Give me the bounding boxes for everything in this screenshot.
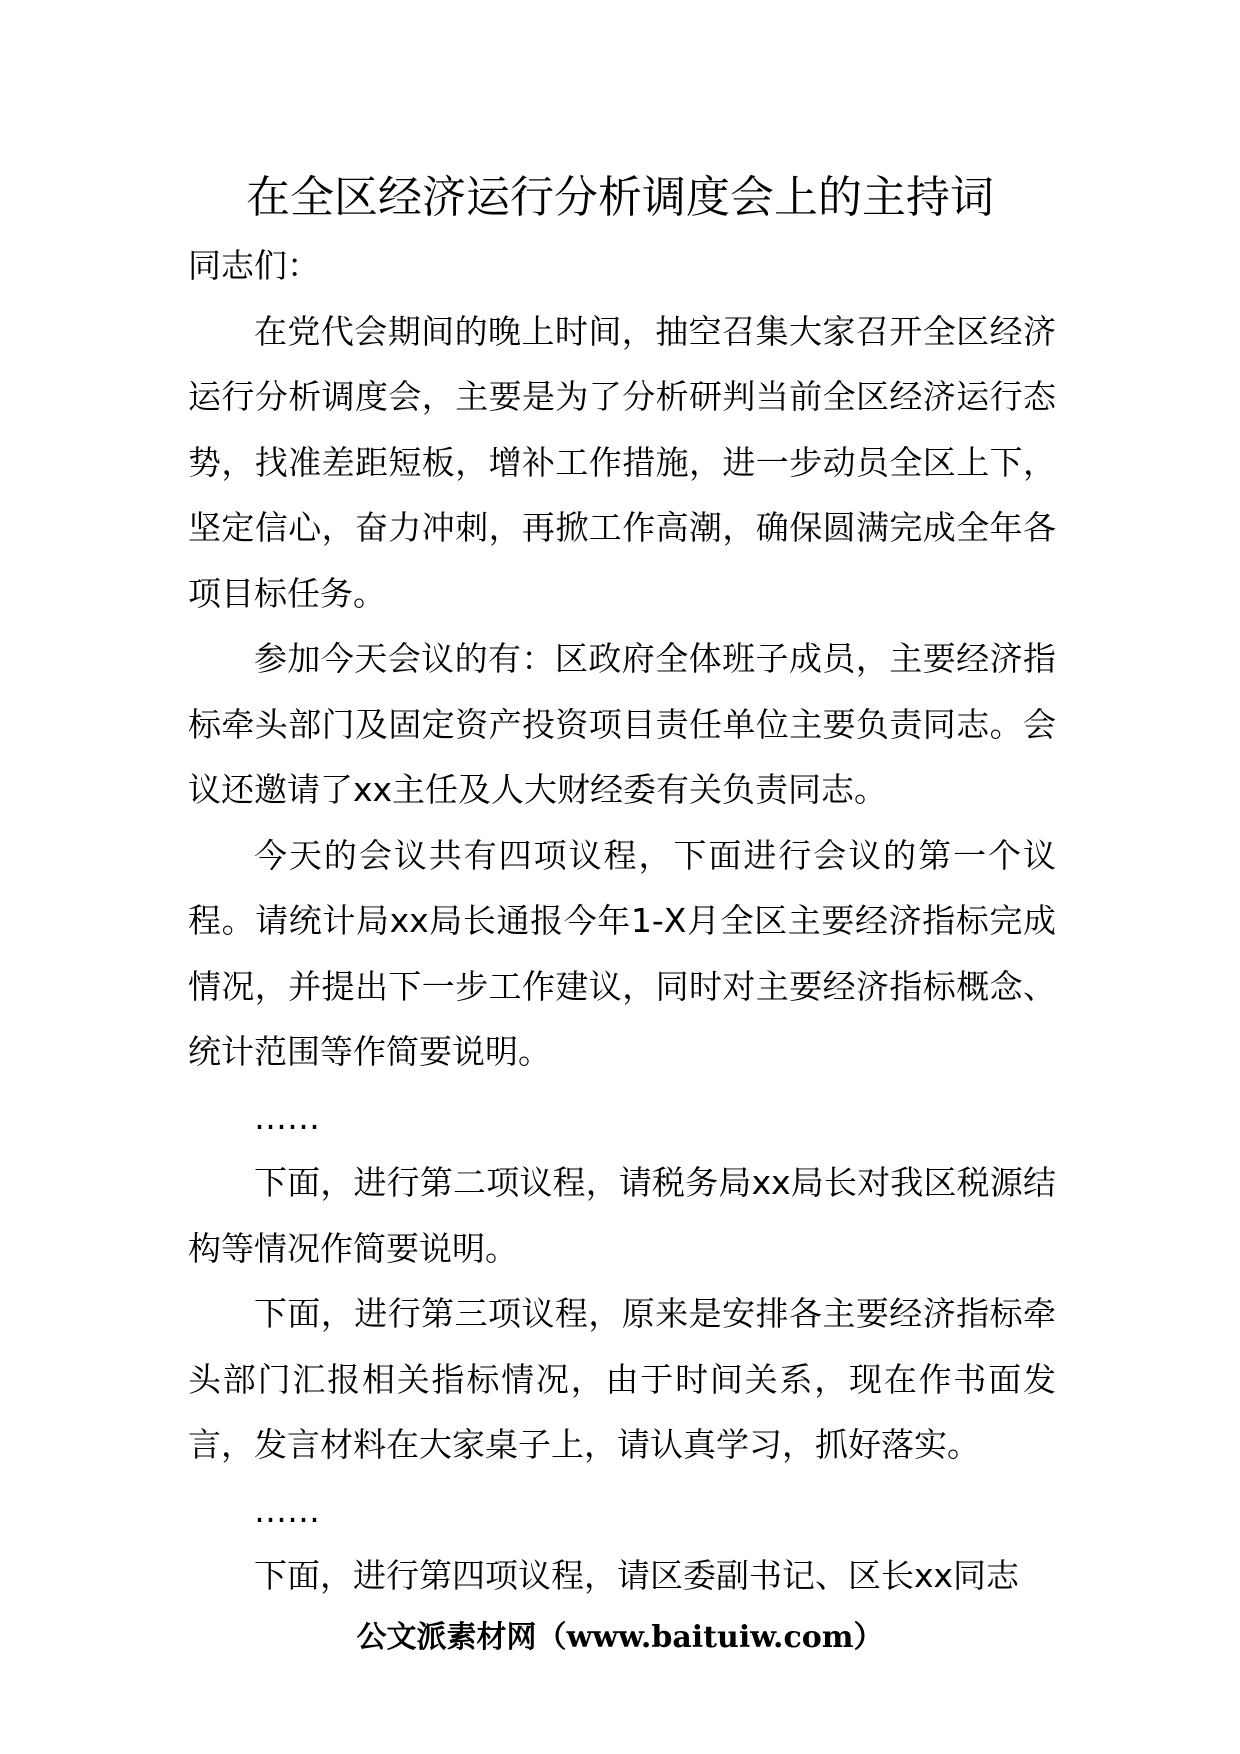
paragraph-agenda-three: 下面，进行第三项议程，原来是安排各主要经济指标牵头部门汇报相关指标情况，由于时间关系，现在作书面发言，发言材料在大家桌子上，请认真学习，抓好落实。 [188,1294,1056,1464]
paragraph-agenda-four: 下面，进行第四项议程，请区委副书记、区长xx同志 [254,1556,1020,1595]
salutation: 同志们： [188,246,320,285]
paragraph-intro: 在党代会期间的晚上时间，抽空召集大家召开全区经济运行分析调度会，主要是为了分析研判当前全区经济运行态势，找准差距短板，增补工作措施，进一步动员全区上下，坚定信心，奋力冲刺，再掀工作高潮，确保圆满完成全年各项目标任务。 [188,311,1056,613]
ellipsis-one: …… [254,1097,320,1137]
paragraph-agenda-two: 下面，进行第二项议程，请税务局xx局长对我区税源结构等情况作简要说明。 [188,1163,1056,1268]
document-body [188,233,1056,1609]
document-title: 在全区经济运行分析调度会上的主持词 [246,172,994,223]
ellipsis-two: …… [254,1490,320,1530]
paragraph-agenda-one: 今天的会议共有四项议程，下面进行会议的第一个议程。请统计局xx局长通报今年1-X月全区主要经济指标完成情况，并提出下一步工作建议，同时对主要经济指标概念、统计范围等作简要说明。 [188,835,1056,1071]
paragraph-attendees: 参加今天会议的有：区政府全体班子成员，主要经济指标牵头部门及固定资产投资项目责任单位主要负责同志。会议还邀请了xx主任及人大财经委有关负责同志。 [188,639,1056,809]
footer-watermark: 公文派素材网（www.baituiw.com） [356,1620,884,1655]
